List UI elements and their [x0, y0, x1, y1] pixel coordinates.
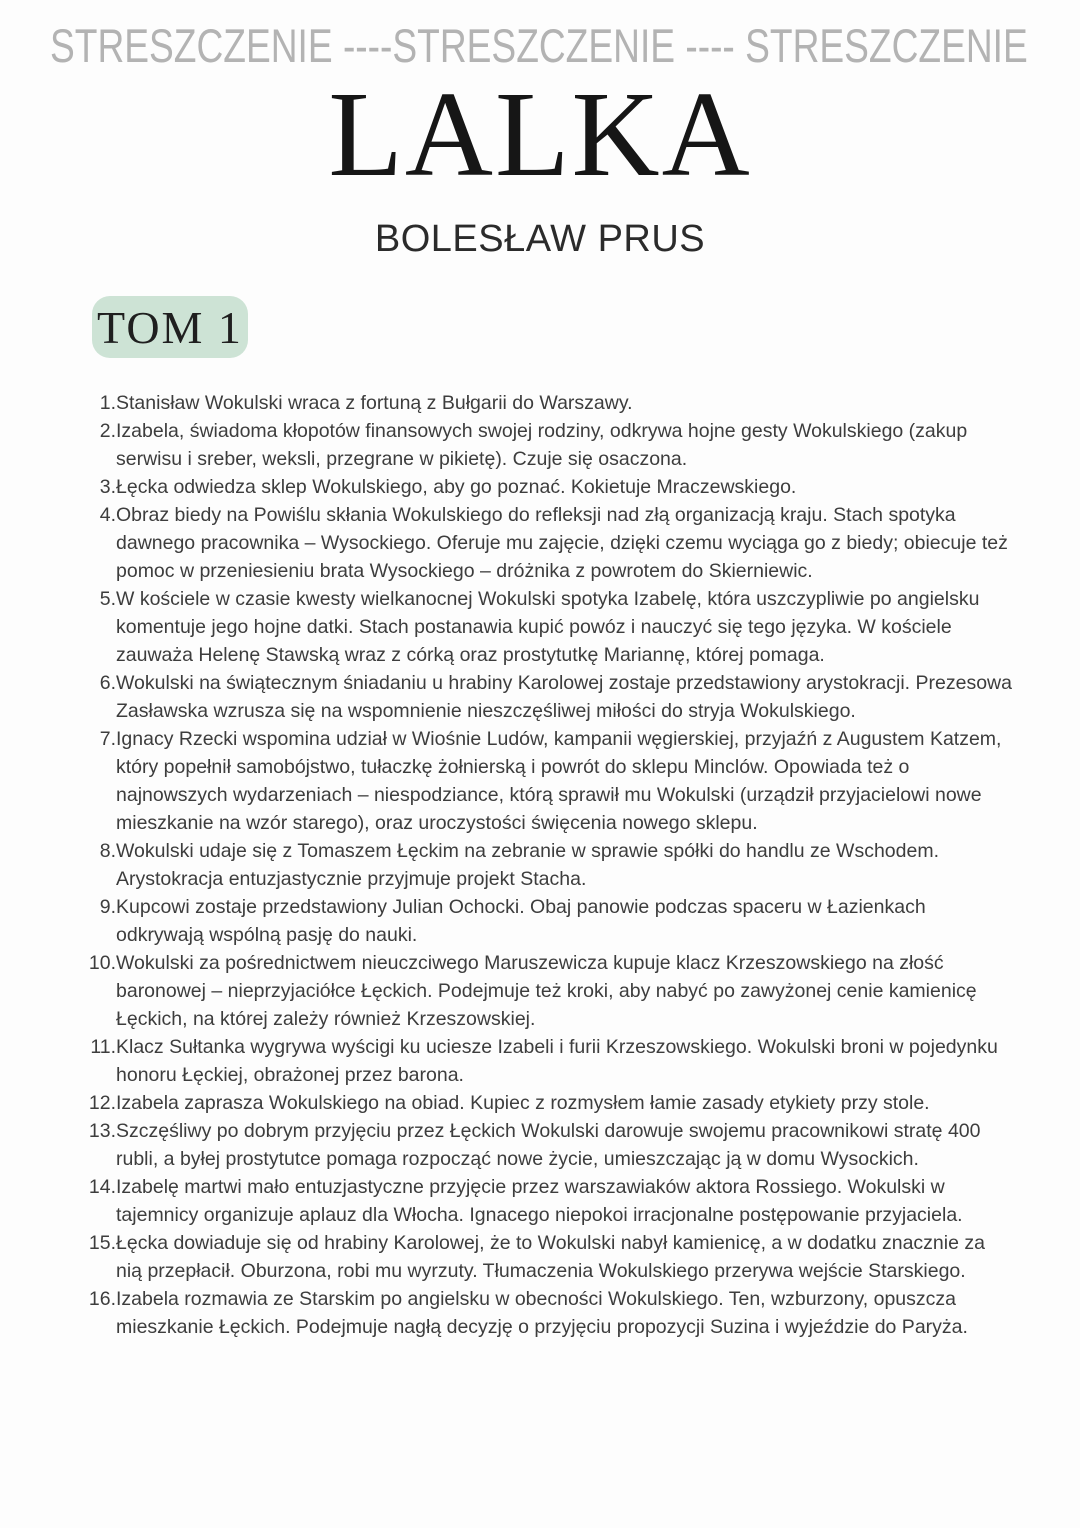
summary-item: Wokulski na świątecznym śniadaniu u hrabiny Karolowej zostaje przedstawiony arystokracji. Prezesowa Zasławska wzrusza się na wspomnienie nieszczęśliwej miłości do stryja Wokulskiego.: [116, 672, 1012, 722]
book-title: LALKA: [328, 67, 752, 202]
summary-item: Stanisław Wokulski wraca z fortuną z Bułgarii do Warszawy.: [116, 392, 633, 414]
summary-item: Wokulski za pośrednictwem nieuczciwego Maruszewicza kupuje klacz Krzeszowskiego na złość baronowej – nieprzyjaciółce Łęckich. Podejmuje też kroki, aby nabyć po zawyżonej cenie kamienicę Łęckich, na której zależy również Krzeszowskiej.: [116, 952, 977, 1030]
summary-item: Izabela rozmawia ze Starskim po angielsku w obecności Wokulskiego. Ten, wzburzony, opuszcza mieszkanie Łęckich. Podejmuje nagłą decyzję o przyjęciu propozycji Suzina i wyjeździe do Paryża.: [116, 1288, 968, 1338]
summary-item: Klacz Sułtanka wygrywa wyścigi ku uciesze Izabeli i furii Krzeszowskiego. Wokulski broni w pojedynku honoru Łęckiej, obrażonej przez barona.: [116, 1036, 998, 1086]
watermark-header: STRESZCZENIE ----STRESZCZENIE ---- STRESZCZENIE: [50, 19, 1028, 72]
summary-item: Izabela zaprasza Wokulskiego na obiad. Kupiec z rozmysłem łamie zasady etykiety przy stole.: [116, 1092, 930, 1114]
summary-list: [0, 389, 1080, 1341]
summary-item: Ignacy Rzecki wspomina udział w Wiośnie Ludów, kampanii węgierskiej, przyjaźń z Augustem Katzem, który popełnił samobójstwo, tułaczkę żołnierską i powrót do sklepu Minclów. Opowiada też o najnowszych wydarzeniach – niespodziance, którą sprawił mu Wokulski (urządził przyjacielowi nowe mieszkanie na wzór starego), oraz uroczystości święcenia nowego sklepu.: [116, 728, 1002, 834]
volume-badge: [92, 296, 248, 358]
book-author: BOLESŁAW PRUS: [374, 218, 706, 260]
summary-item: Wokulski udaje się z Tomaszem Łęckim na zebranie w sprawie spółki do handlu ze Wschodem. Arystokracja entuzjastycznie przyjmuje projekt Stacha.: [116, 840, 939, 890]
volume-badge-label: TOM 1: [97, 301, 243, 353]
summary-item: Izabelę martwi mało entuzjastyczne przyjęcie przez warszawiaków aktora Rossiego. Wokulski w tajemnicy organizuje aplauz dla Włocha. Ignacego niepokoi irracjonalne postępowanie przyjaciela.: [116, 1176, 963, 1226]
summary-item: Obraz biedy na Powiślu skłania Wokulskiego do refleksji nad złą organizacją kraju. Stach spotyka dawnego pracownika – Wysockiego. Oferuje mu zajęcie, dzięki czemu wyciąga go z biedy; obiecuje też pomoc w przeniesieniu brata Wysockiego – dróżnika z powrotem do Skierniewic.: [116, 504, 1008, 582]
summary-item: W kościele w czasie kwesty wielkanocnej Wokulski spotyka Izabelę, która uszczypliwie po angielsku komentuje jego hojne datki. Stach postanawia kupić powóz i nauczyć się tego języka. W kościele zauważa Helenę Stawską wraz z córką oraz prostytutkę Mariannę, której pomaga.: [116, 588, 980, 666]
summary-item: Szczęśliwy po dobrym przyjęciu przez Łęckich Wokulski darowuje swojemu pracownikowi stratę 400 rubli, a byłej prostytutce pomaga rozpocząć nowe życie, umieszczając ją w domu Wysockich.: [116, 1120, 981, 1170]
summary-item: Kupcowi zostaje przedstawiony Julian Ochocki. Obaj panowie podczas spaceru w Łazienkach odkrywają wspólną pasję do nauki.: [116, 896, 926, 946]
summary-item: Łęcka dowiaduje się od hrabiny Karolowej, że to Wokulski nabył kamienicę, a w dodatku znacznie za nią przepłacił. Oburzona, robi mu wyrzuty. Tłumaczenia Wokulskiego przerywa wejście Starskiego.: [116, 1232, 985, 1282]
summary-item: Łęcka odwiedza sklep Wokulskiego, aby go poznać. Kokietuje Mraczewskiego.: [116, 476, 797, 498]
summary-item: Izabela, świadoma kłopotów finansowych swojej rodziny, odkrywa hojne gesty Wokulskiego (zakup serwisu i sreber, weksli, przegrane w pikietę). Czuje się osaczona.: [116, 420, 968, 470]
